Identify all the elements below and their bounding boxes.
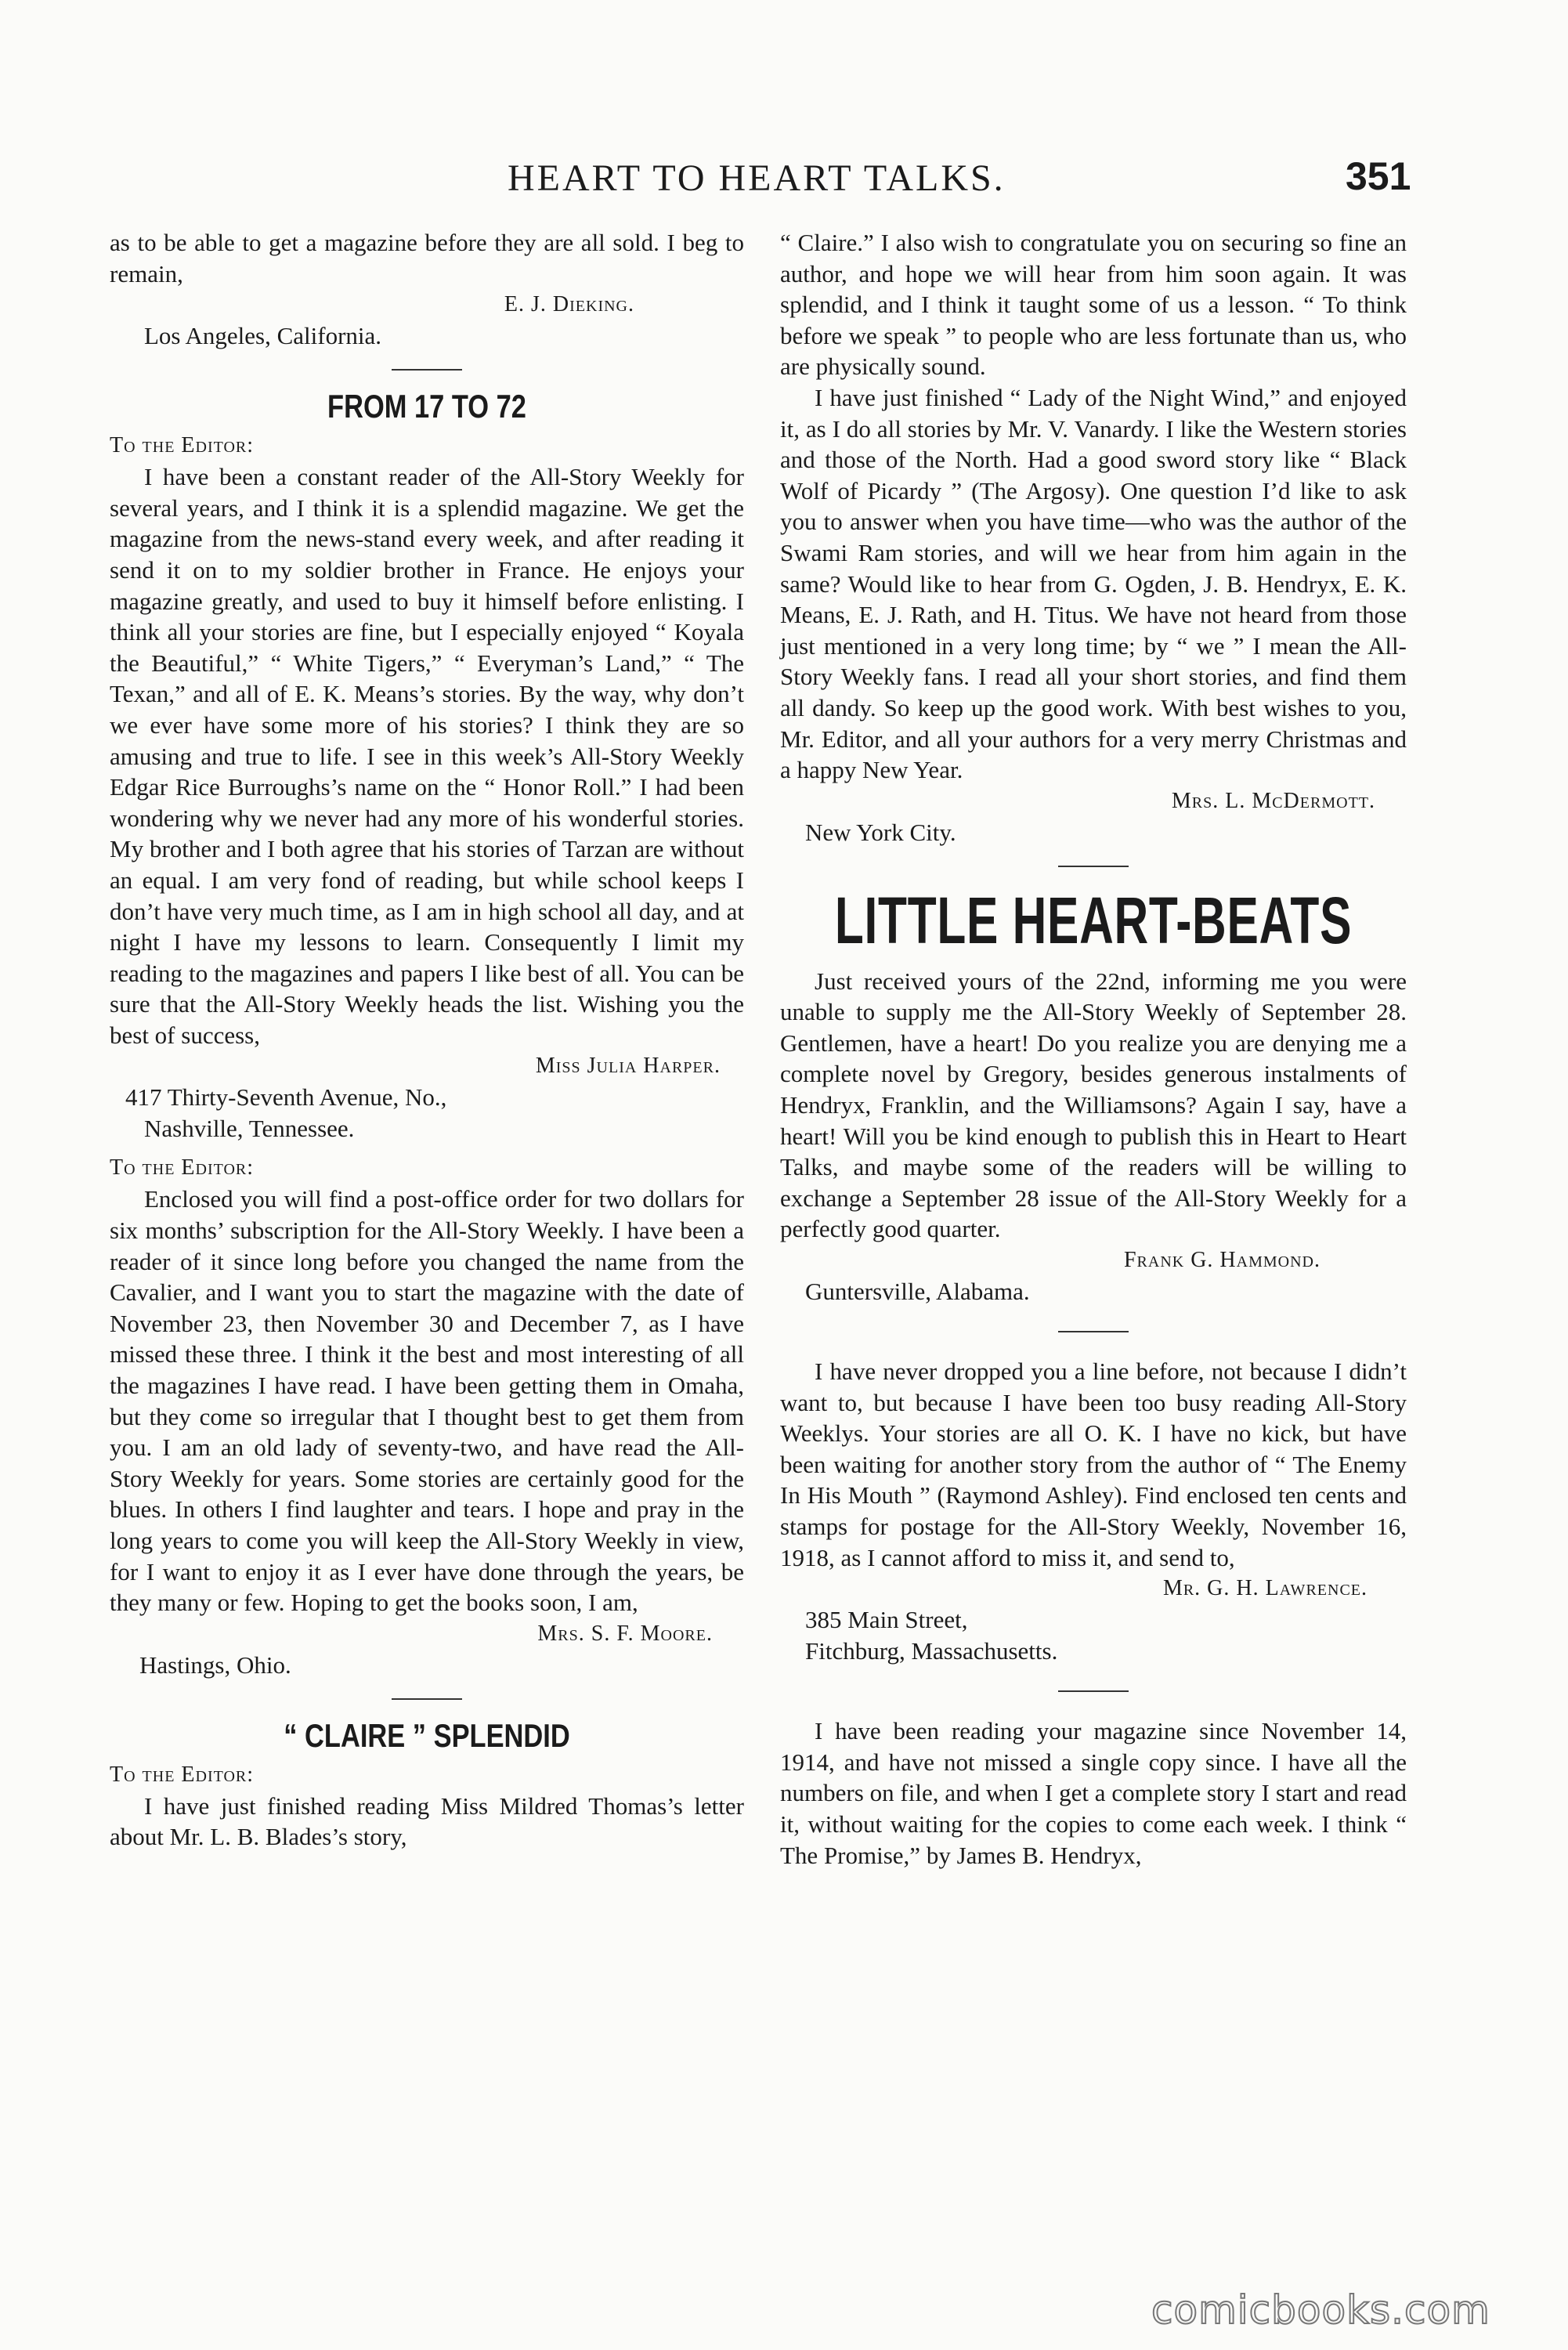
letter-address: 385 Main Street, [805, 1606, 968, 1634]
page-header-title: HEART TO HEART TALKS. [508, 157, 1006, 199]
letter-signature: Mrs. L. McDermott. [1171, 788, 1375, 813]
letter-place: Nashville, Tennessee. [144, 1115, 355, 1143]
watermark-logo: comicbooks.com [1151, 2287, 1490, 2333]
letter-place: Fitchburg, Massachusetts. [805, 1637, 1058, 1665]
letter-address: 417 Thirty-Seventh Avenue, No., [125, 1083, 447, 1112]
letter-text: I have never dropped you a line before, not because I didn’t want to, but because I have been too busy reading All-Story Weeklys. Your stories are all O. K. I have no kick, but have been waiting for another story from the author of “ The Enemy In His Mouth ” (Raymond Ashley). Find enclosed ten cents and stamps for postage for the All-Story Weekly, November 16, 1918, as I cannot afford to miss it, and send to, [780, 1358, 1407, 1571]
letter-place: Guntersville, Alabama. [805, 1278, 1030, 1306]
section-divider [1058, 1331, 1129, 1332]
letter-text: I have been a constant reader of the All-Story Weekly for several years, and I think it is a splendid magazine. We get the magazine from the news-stand every week, and after reading it send it on to my soldier brother in France. He enjoys your magazine greatly, and used to buy it himself before enlisting. I think all your stories are fine, but I especially enjoyed “ Koyala the Beautiful,” “ White Tigers,” “ Everyman’s Land,” “ The Texan,” and all of E. K. Means’s stories. By the way, why don’t we ever have some more of his stories? I think they are so amusing and true to life. I see in this week’s All-Story Weekly Edgar Rice Burroughs’s name on the “ Honor Roll.” I had been wondering why we never had any more of his wonderful stories. My brother and I both agree that his stories of Tarzan are without an equal. I am very fond of reading, but while school keeps I don’t have very much time, as I am in high school all day, and at night I have my lessons to learn. Consequently I limit my reading to the magazines and papers I like best of all. You can be sure that the All-Story Weekly heads the list. Wishing you the best of success, [110, 463, 744, 1049]
letter-place: New York City. [805, 818, 956, 846]
salutation: To the Editor: [110, 1155, 255, 1180]
letter-text: as to be able to get a magazine before they are all sold. I beg to remain, [110, 229, 744, 287]
section-divider [1058, 1690, 1129, 1692]
section-divider [1058, 866, 1129, 867]
letter-signature: E. J. Dieking. [504, 292, 634, 317]
section-divider [392, 1698, 462, 1700]
left-column [110, 227, 744, 1853]
letter-place: Los Angeles, California. [144, 322, 382, 350]
letter-text: Enclosed you will find a post-office order for two dollars for six months’ subscription for the All-Story Weekly. I have been a reader of it since long before you changed the name from the Cavalier, and I want you to start the magazine with the date of November 23, then November 30 and December 7, as I have missed these three. I think it the best and most interesting of all the magazines I have read. I have been getting them in Omaha, but they come so irregular that I thought best to get them from you. I am an old lady of seventy-two, and have read the All-Story Weekly for years. Some stories are certainly good for the blues. In others I find laughter and tears. I hope and pray in the long years to come you will keep the All-Story Weekly in view, for I want to enjoy it as I ever have done through the years, be they many or few. Hoping to get the books soon, I am, [110, 1185, 744, 1617]
section-heading: “ CLAIRE ” SPLENDID [284, 1716, 570, 1754]
letter-signature: Miss Julia Harper. [535, 1054, 721, 1079]
letter-text: I have just finished “ Lady of the Night Wind,” and enjoyed it, as I do all stories by Mr. V. Vanardy. I like the Western stories and those of the North. Had a good sword story like “ Black Wolf of Picardy ” (The Argosy). One question I’d like to ask you to answer when you have time—who was the author of the Swami Ram stories, and will we hear from him again in the same? Would like to hear from G. Ogden, J. B. Hendryx, E. K. Means, E. J. Rath, and H. Titus. We have not heard from those just mentioned in a very long time; by “ we ” I mean the All-Story Weekly fans. I read all your short stories, and find them all dandy. So keep up the good work. With best wishes to you, Mr. Editor, and all your authors for a very merry Christmas and a happy New Year. [780, 383, 1407, 784]
right-column [780, 227, 1407, 1871]
letter-text: I have just finished reading Miss Mildred Thomas’s letter about Mr. L. B. Blades’s story, [110, 1791, 744, 1851]
page-number: 351 [1346, 154, 1411, 198]
letter-text: Just received yours of the 22nd, informing me you were unable to supply me the All-Story Weekly of September 28. Gentlemen, have a heart! Do you realize you are denying me a complete novel by Gregory, besides generous instalments of Hendryx, Franklin, and the Williamsons? Again I say, have a heart! Will you be kind enough to publish this in Heart to Heart Talks, and maybe some of the readers will be willing to exchange a September 28 issue of the All-Story Weekly for a perfectly good quarter. [780, 967, 1407, 1243]
letter-text: “ Claire.” I also wish to congratulate you on securing so fine an author, and hope we will hear from him soon again. It was splendid, and I think it taught some of us a lesson. “ To think before we speak ” to people who are less fortunate than us, who are physically sound. [780, 229, 1407, 381]
letter-text: I have been reading your magazine since November 14, 1914, and have not missed a single copy since. I have all the numbers on file, and when I get a complete story I start and read it, without waiting for the copies to come each week. I think “ The Promise,” by James B. Hendryx, [780, 1717, 1407, 1869]
letter-signature: Mrs. S. F. Moore. [537, 1621, 713, 1646]
letter-place: Hastings, Ohio. [139, 1650, 291, 1679]
letter-signature: Frank G. Hammond. [1123, 1248, 1321, 1273]
section-divider [392, 369, 462, 371]
section-heading: FROM 17 TO 72 [327, 388, 526, 425]
salutation: To the Editor: [110, 1762, 255, 1787]
section-heading: LITTLE HEART-BEATS [834, 883, 1353, 957]
letter-signature: Mr. G. H. Lawrence. [1162, 1576, 1367, 1601]
salutation: To the Editor: [110, 433, 255, 458]
